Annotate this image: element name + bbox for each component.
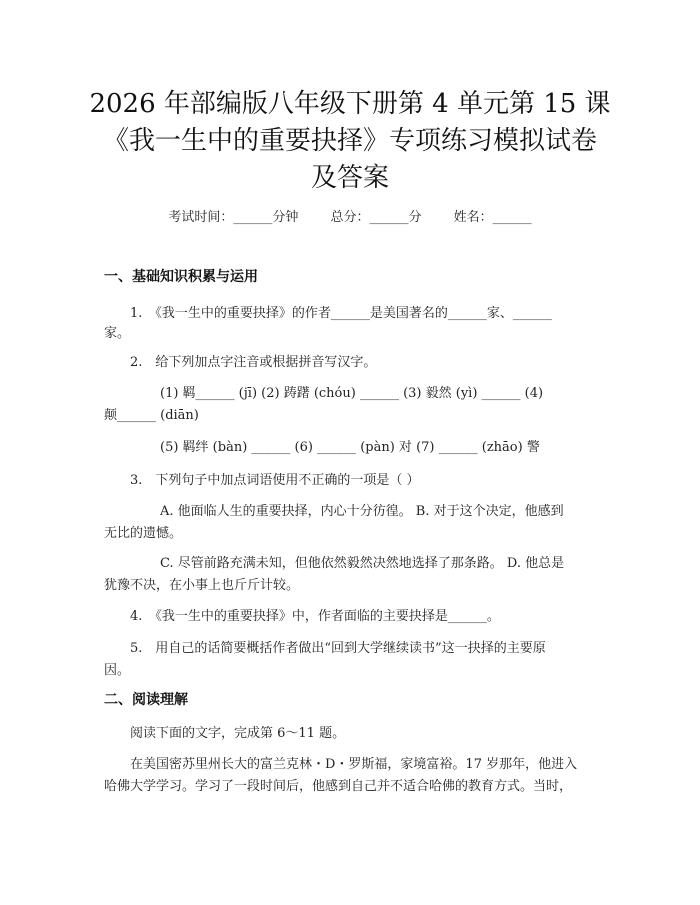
- page-title-line-1: 2026 年部编版八年级下册第 4 单元第 15 课: [89, 89, 611, 119]
- page-title-line-3: 及答案: [310, 163, 389, 193]
- question-3-option-ab: A. 他面临人生的重要抉择，内心十分彷徨。 B. 对于这个决定，他感到: [160, 504, 564, 519]
- question-3-option-cd: C. 尽管前路充满未知，但他依然毅然决然地选择了那条路。 D. 他总是: [160, 556, 565, 571]
- question-5-line: 5. 用自己的话简要概括作者做出“回到大学继续读书”这一抉择的主要原: [130, 641, 546, 656]
- question-2-items-a: (1) 羁______ (jī) (2) 踌躇 (chóu) ______ (3) 毅然 (yì) ______ (4): [160, 386, 544, 401]
- question-4-line: 4. 《我一生中的重要抉择》中，作者面临的主要抉择是______。: [130, 609, 500, 624]
- question-3-option-ab-cont: 无比的遗憾。: [104, 526, 183, 541]
- question-3-option-cd-cont: 犹豫不决，在小事上也斤斤计较。: [104, 578, 300, 593]
- page-title-line-2: 《我一生中的重要抉择》专项练习模拟试卷: [102, 126, 597, 156]
- passage-line-1: 在美国密苏里州长大的富兰克林・D・罗斯福，家境富裕。17 岁那年，他进入: [130, 757, 578, 772]
- total-score-field[interactable]: 总分：______分: [330, 210, 422, 225]
- passage-line-2: 哈佛大学学习。学习了一段时间后，他感到自己并不适合哈佛的教育方式。当时，: [104, 779, 573, 794]
- question-1-line-cont: 家。: [104, 326, 131, 341]
- question-5-line-cont: 因。: [104, 663, 131, 678]
- question-2-items-b: (5) 羁绊 (bàn) ______ (6) ______ (pàn) 对 (7) ______ (zhāo) 警: [160, 440, 540, 455]
- exam-time-field[interactable]: 考试时间：______分钟: [168, 210, 299, 225]
- question-3-line: 3. 下列句子中加点词语使用不正确的一项是（ ）: [130, 473, 420, 488]
- student-name-field[interactable]: 姓名：______: [453, 210, 532, 225]
- question-2-line: 2. 给下列加点字注音或根据拼音写汉字。: [130, 355, 377, 370]
- question-1-line: 1. 《我一生中的重要抉择》的作者______是美国著名的______家、______: [130, 306, 552, 321]
- section-2-heading: 二、阅读理解: [104, 692, 188, 708]
- question-2-items-a-cont: 颠______ (diān): [104, 408, 199, 423]
- exam-meta: [0, 206, 700, 225]
- section-1-heading: 一、基础知识积累与运用: [104, 269, 258, 285]
- reading-instruction: 阅读下面的文字，完成第 6～11 题。: [130, 726, 346, 741]
